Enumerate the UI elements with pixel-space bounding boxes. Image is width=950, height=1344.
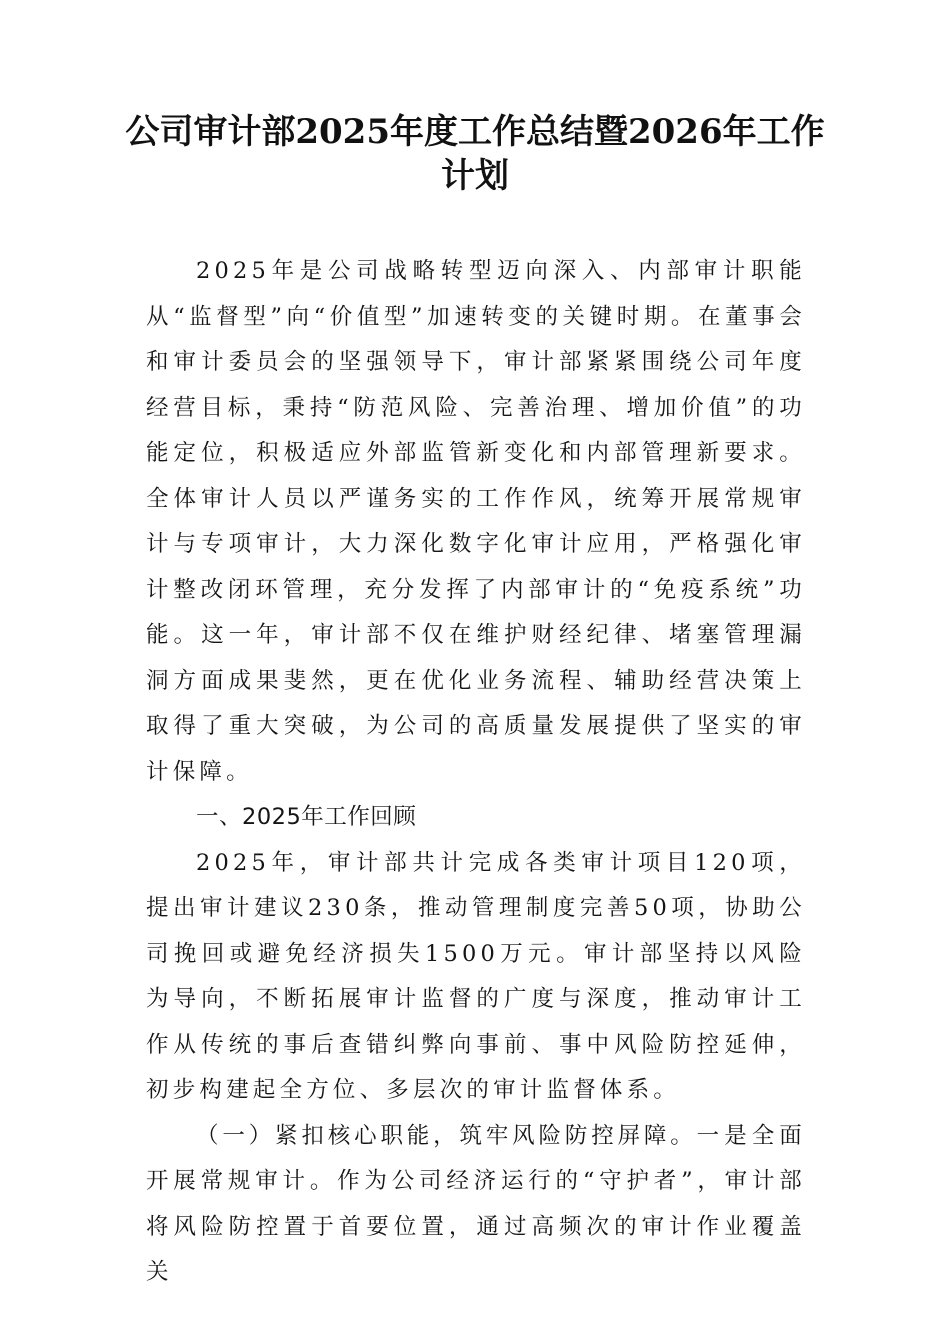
- subsection-heading: （一）紧扣核心职能，筑牢风险防控屏障。: [196, 1122, 697, 1149]
- subsection-text: 一是全面开展常规审计。作为公司经济运行的“守护者”，审计部将风险防控置于首要位置，通过高频次的审计作业覆盖关: [146, 1122, 806, 1285]
- intro-paragraph: 2025年是公司战略转型迈向深入、内部审计职能从“监督型”向“价值型”加速转变的关键时期。在董事会和审计委员会的坚强领导下，审计部紧紧围绕公司年度经营目标，秉持“防范风险、完善治理、增加价值”的功能定位，积极适应外部监管新变化和内部管理新要求。全体审计人员以严谨务实的工作作风，统筹开展常规审计与专项审计，大力深化数字化审计应用，严格强化审计整改闭环管理，充分发挥了内部审计的“免疫系统”功能。这一年，审计部不仅在维护财经纪律、堵塞管理漏洞方面成果斐然，更在优化业务流程、辅助经营决策上取得了重大突破，为公司的高质量发展提供了坚实的审计保障。: [146, 258, 806, 785]
- review-summary-paragraph: 2025年，审计部共计完成各类审计项目120项，提出审计建议230条，推动管理制度完善50项，协助公司挽回或避免经济损失1500万元。审计部坚持以风险为导向，不断拓展审计监督的广度与深度，推动审计工作从传统的事后查错纠弊向事前、事中风险防控延伸，初步构建起全方位、多层次的审计监督体系。: [146, 849, 806, 1103]
- document-title: 公司审计部2025年度工作总结暨2026年工作计划: [125, 112, 825, 196]
- document-body: [146, 249, 806, 1296]
- subsection-paragraph: [146, 1114, 806, 1296]
- section-heading-review: 一、2025年工作回顾: [196, 804, 417, 830]
